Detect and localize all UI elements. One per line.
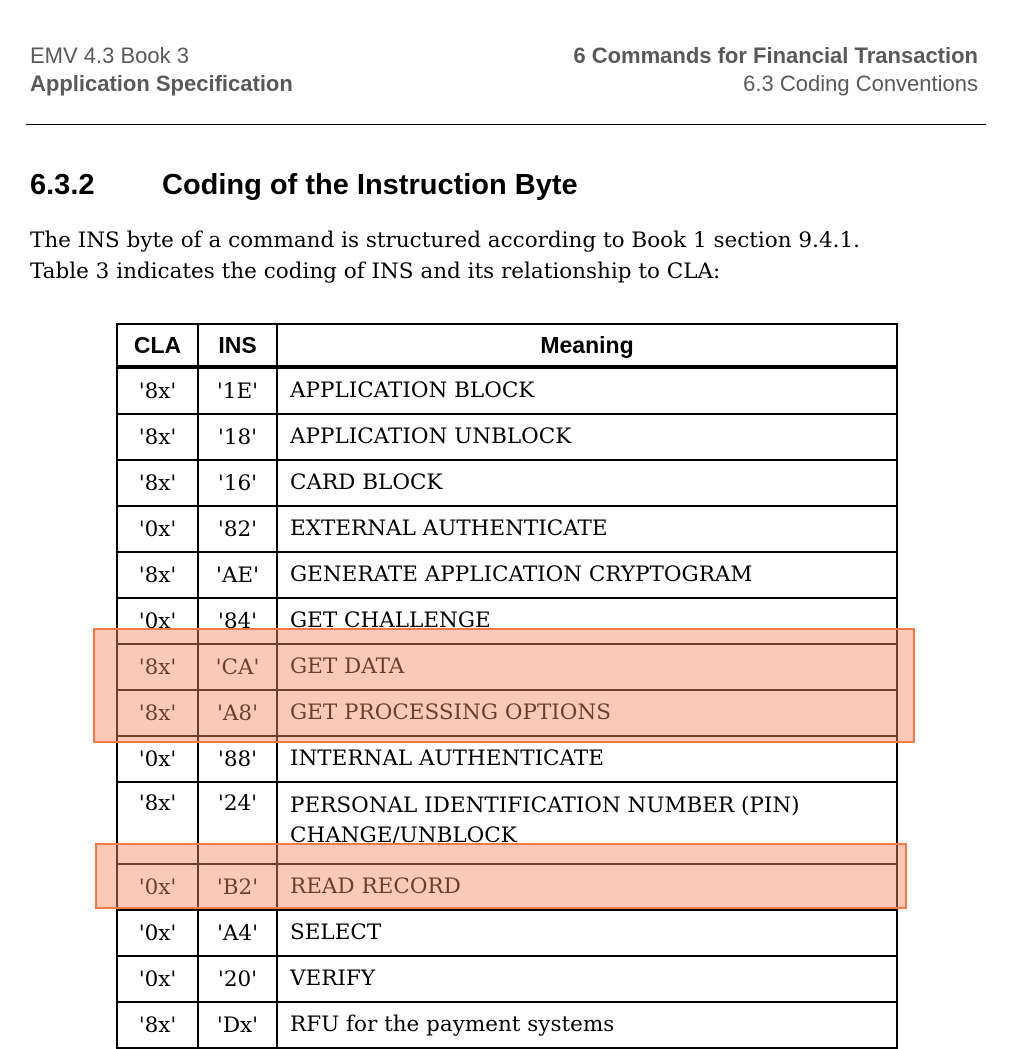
cla-cell: '0x' [117,598,198,644]
meaning-cell: EXTERNAL AUTHENTICATE [277,506,897,552]
column-header-cla: CLA [117,324,198,367]
cla-cell: '8x' [117,1002,198,1048]
section-subtitle: 6.3 Coding Conventions [743,71,978,96]
meaning-line: CHANGE/UNBLOCK [290,823,517,848]
ins-coding-table [116,323,898,1049]
ins-cell: 'AE' [198,552,277,598]
ins-cell: 'B2' [198,864,277,910]
header-divider [26,124,986,125]
ins-cell: '24' [198,782,277,864]
column-header-ins: INS [198,324,277,367]
meaning-cell: APPLICATION UNBLOCK [277,414,897,460]
table-row [117,644,897,690]
table-row [117,367,897,414]
cla-cell: '8x' [117,460,198,506]
section-number: 6.3.2 [30,169,95,201]
meaning-line: PERSONAL IDENTIFICATION NUMBER (PIN) [290,793,800,818]
meaning-cell: GET DATA [277,644,897,690]
table-row [117,864,897,910]
table-row [117,598,897,644]
document-title: EMV 4.3 Book 3 [30,43,189,68]
meaning-cell: VERIFY [277,956,897,1002]
ins-cell: '20' [198,956,277,1002]
document-subtitle: Application Specification [30,71,293,96]
ins-cell: '18' [198,414,277,460]
meaning-cell: GENERATE APPLICATION CRYPTOGRAM [277,552,897,598]
cla-cell: '8x' [117,644,198,690]
cla-cell: '0x' [117,864,198,910]
meaning-cell: RFU for the payment systems [277,1002,897,1048]
column-header-meaning: Meaning [277,324,897,367]
cla-cell: '8x' [117,690,198,736]
cla-cell: '8x' [117,552,198,598]
cla-cell: '0x' [117,506,198,552]
ins-cell: '88' [198,736,277,782]
meaning-cell: GET CHALLENGE [277,598,897,644]
meaning-cell: APPLICATION BLOCK [277,367,897,414]
ins-cell: 'A4' [198,910,277,956]
table-row [117,782,897,864]
table-row [117,736,897,782]
table-row [117,414,897,460]
page-header-right [573,42,978,98]
intro-paragraph [30,225,860,287]
table-row [117,506,897,552]
chapter-title: 6 Commands for Financial Transaction [573,43,978,68]
meaning-cell [277,782,897,864]
ins-cell: 'A8' [198,690,277,736]
page-header-left [30,42,293,98]
ins-cell: 'Dx' [198,1002,277,1048]
ins-cell: '16' [198,460,277,506]
cla-cell: '8x' [117,414,198,460]
ins-cell: '1E' [198,367,277,414]
meaning-cell: CARD BLOCK [277,460,897,506]
meaning-cell: READ RECORD [277,864,897,910]
cla-cell: '0x' [117,956,198,1002]
table-row [117,956,897,1002]
meaning-cell: INTERNAL AUTHENTICATE [277,736,897,782]
table-row [117,690,897,736]
cla-cell: '8x' [117,782,198,864]
cla-cell: '0x' [117,910,198,956]
ins-cell: 'CA' [198,644,277,690]
ins-cell: '84' [198,598,277,644]
table-row [117,552,897,598]
meaning-cell: SELECT [277,910,897,956]
ins-cell: '82' [198,506,277,552]
paragraph-line: Table 3 indicates the coding of INS and its relationship to CLA: [30,259,721,284]
paragraph-line: The INS byte of a command is structured according to Book 1 section 9.4.1. [30,228,860,253]
table-header-row [117,324,897,367]
section-title: Coding of the Instruction Byte [162,169,578,201]
cla-cell: '0x' [117,736,198,782]
meaning-cell: GET PROCESSING OPTIONS [277,690,897,736]
table-row [117,460,897,506]
table-row [117,910,897,956]
cla-cell: '8x' [117,367,198,414]
table-row [117,1002,897,1048]
